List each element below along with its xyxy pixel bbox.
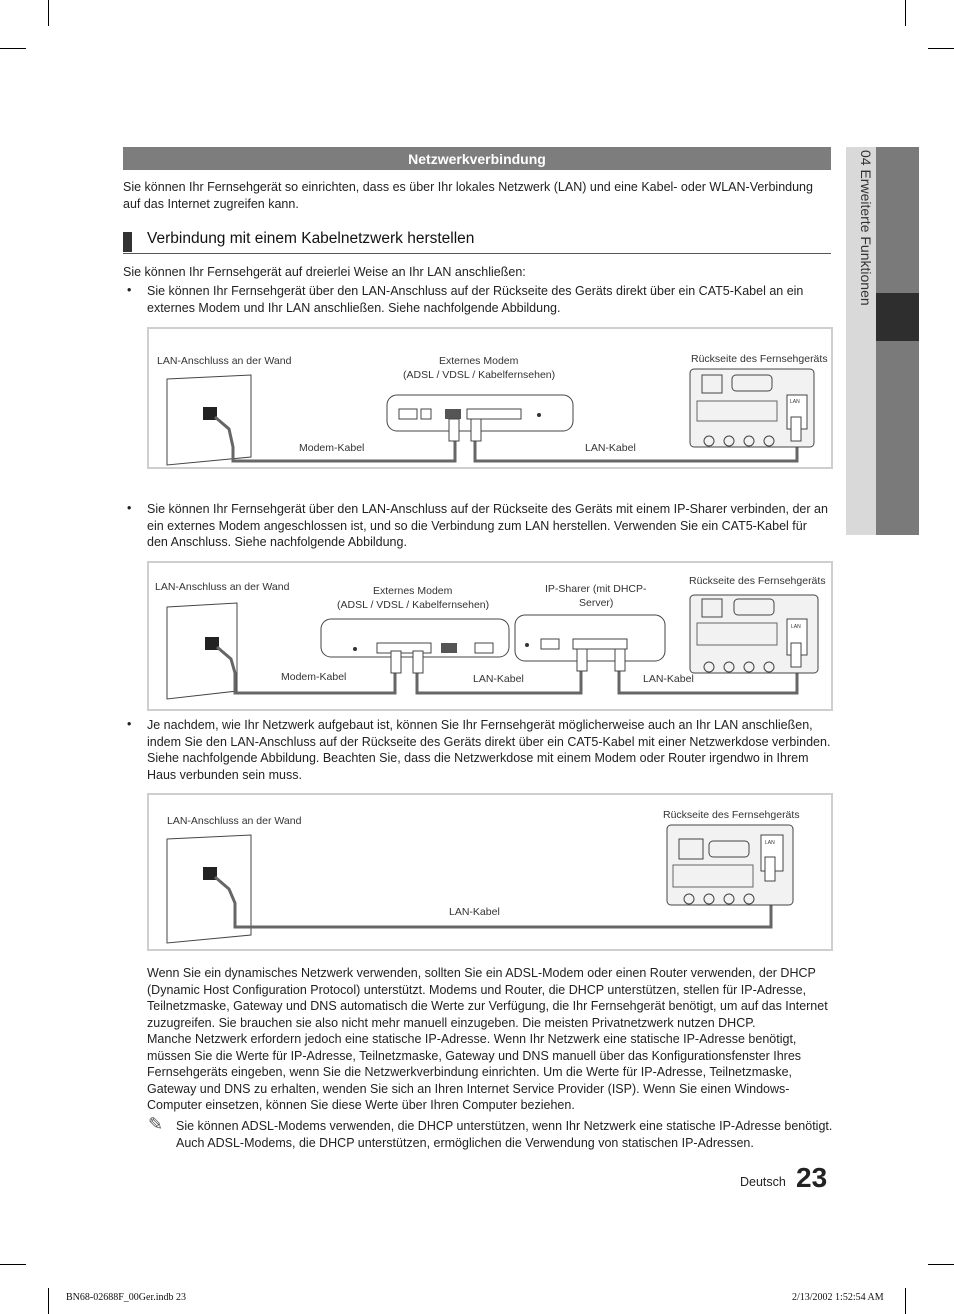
crop-mark (928, 48, 954, 49)
label-lan-cable: LAN-Kabel (585, 442, 636, 454)
bullet-dot: • (127, 283, 132, 297)
page-number: 23 (796, 1162, 828, 1193)
page-language: Deutsch (740, 1175, 786, 1189)
crop-mark (0, 48, 26, 49)
body-paragraph-dhcp: Wenn Sie ein dynamisches Netzwerk verwenden, sollten Sie ein ADSL-Modem oder einen Router verwenden, der DHCP (Dynamic Host Configuration Protocol) unterstützt. Modems und Router, die DHCP unterstützen, stellen für IP-Adresse, Teilnetzmaske, Gateway und DNS automatisch die Werte zur Verfügung, die Ihr Fernsehgerät benötigt, um auf das Internet zuzugreifen. Sie brauchen sie also nicht mehr manuell einzugeben. Die meisten Privatnetzwerk nutzen DHCP. (147, 966, 828, 1030)
label-wall-socket: LAN-Anschluss an der Wand (155, 581, 290, 593)
figure-ip-sharer (147, 561, 833, 711)
label-lan-port: LAN (765, 840, 775, 846)
subsection-title: Verbindung mit einem Kabelnetzwerk herstellen (147, 230, 475, 247)
bullet-1: Sie können Ihr Fernsehgerät über den LAN-Anschluss auf der Rückseite des Geräts direkt über ein CAT5-Kabel an ein externes Modem und Ihr LAN anschließen. Siehe nachfolgende Abbildung. (147, 284, 804, 315)
label-tv-back: Rückseite des Fernsehgeräts (689, 575, 826, 587)
label-lan-port: LAN (791, 624, 801, 630)
heading-rule (123, 253, 831, 254)
bullet-dot: • (127, 501, 132, 515)
label-modem-type: (ADSL / VDSL / Kabelfernsehen) (337, 599, 490, 611)
crop-mark (928, 1264, 954, 1265)
figure-1-drawing (149, 329, 831, 467)
label-modem-cable: Modem-Kabel (299, 442, 365, 454)
heading-marker (123, 232, 132, 252)
footer-file-info: BN68-02688F_00Ger.indb 23 (66, 1292, 186, 1303)
label-tv-back: Rückseite des Fernsehgeräts (691, 353, 828, 365)
crop-mark (905, 1288, 906, 1314)
label-ip-sharer-sub: Server) (579, 597, 614, 609)
bullet-dot: • (127, 717, 132, 731)
label-lan-cable: LAN-Kabel (473, 673, 524, 685)
label-tv-back: Rückseite des Fernsehgeräts (663, 809, 800, 821)
figure-direct-wall (147, 793, 833, 951)
label-wall-socket: LAN-Anschluss an der Wand (167, 815, 302, 827)
subsection-intro: Sie können Ihr Fernsehgerät auf dreierlei Weise an Ihr LAN anschließen: (123, 265, 526, 279)
figure-direct-modem (147, 327, 833, 469)
note-pencil-icon: ✎ (148, 1114, 164, 1134)
chapter-tab-label: 04 Erweiterte Funktionen (858, 150, 874, 306)
crop-mark (48, 0, 49, 26)
label-modem-type: (ADSL / VDSL / Kabelfernsehen) (403, 369, 556, 381)
label-modem: Externes Modem (373, 585, 453, 597)
crop-mark (0, 1264, 26, 1265)
chapter-tab-marker (876, 293, 919, 341)
note-text: Sie können ADSL-Modems verwenden, die DHCP unterstützen, wenn Ihr Netzwerk eine statische IP-Adresse benötigt. Auch ADSL-Modems, die DHCP unterstützen, ermöglichen die Verwendung von statischen IP-Adressen. (176, 1119, 833, 1150)
label-lan-cable: LAN-Kabel (449, 906, 500, 918)
section-title: Netzwerkverbindung (123, 147, 831, 170)
body-paragraph-static: Manche Netzwerk erfordern jedoch eine statische IP-Adresse. Wenn Ihr Netzwerk eine statische IP-Adresse benötigt, müssen Sie die Werte für IP-Adresse, Teilnetzmaske, Gateway und DNS manuell über das Konfigurationsfenster Ihres Fernsehgeräts eingeben, wenn Sie die Netzwerkverbindung einrichten. Um die Werte für IP-Adresse, Teilnetzmaske, Gateway und DNS zu erhalten, wenden Sie sich an Ihren Internet Service Provider (ISP). Wenn Sie einen Windows-Computer einsetzen, können Sie diese Werte über Ihren Computer beziehen. (147, 1032, 802, 1112)
label-modem-cable: Modem-Kabel (281, 671, 347, 683)
label-lan-port: LAN (790, 399, 800, 405)
crop-mark (48, 1288, 49, 1314)
label-modem: Externes Modem (439, 355, 519, 367)
crop-mark (905, 0, 906, 26)
label-wall-socket: LAN-Anschluss an der Wand (157, 355, 292, 367)
label-ip-sharer: IP-Sharer (mit DHCP- (545, 583, 647, 595)
bullet-3: Je nachdem, wie Ihr Netzwerk aufgebaut ist, können Sie Ihr Fernsehgerät möglicherweise auch an Ihr LAN anschließen, indem Sie den LAN-Anschluss auf der Rückseite des Geräts direkt über ein CAT5-Kabel mit einer Netzwerkdose verbinden. Siehe nachfolgende Abbildung. Beachten Sie, dass die Netzwerkdose mit einem Modem oder Router irgendwo in Ihrem Haus verbunden sein muss. (147, 718, 831, 782)
intro-paragraph: Sie können Ihr Fernsehgerät so einrichten, dass es über Ihr lokales Netzwerk (LAN) und eine Kabel- oder WLAN-Verbindung auf das Internet zugreifen kann. (123, 180, 813, 211)
chapter-tab-strip (876, 147, 919, 535)
bullet-2: Sie können Ihr Fernsehgerät über den LAN-Anschluss auf der Rückseite des Geräts mit einem IP-Sharer verbinden, der an ein externes Modem angeschlossen ist, und so die Verbindung zum LAN herstellen. Verwenden Sie ein CAT5-Kabel für den Anschluss. Siehe nachfolgende Abbildung. (147, 502, 828, 549)
label-lan-cable: LAN-Kabel (643, 673, 694, 685)
footer-timestamp: 2/13/2002 1:52:54 AM (792, 1292, 884, 1303)
